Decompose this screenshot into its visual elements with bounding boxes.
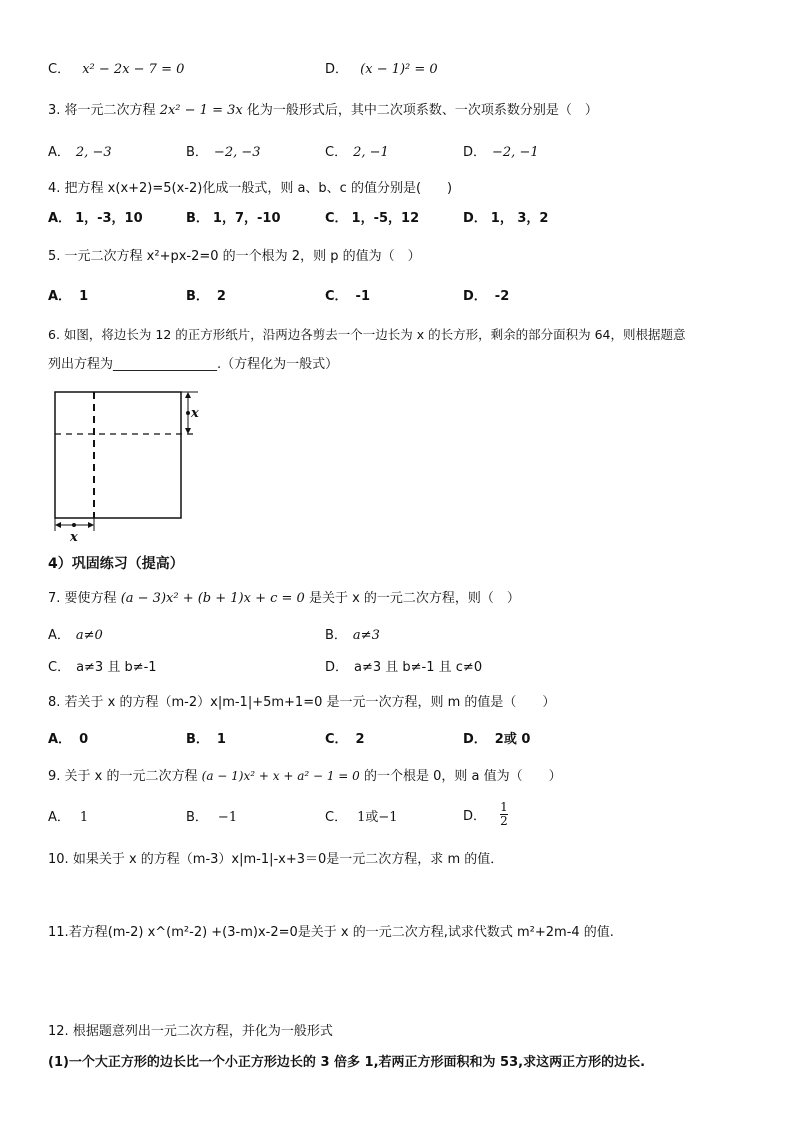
question-6-stem [48, 326, 686, 344]
question-5-stem [48, 248, 421, 266]
q4-option-d[interactable]: D． 1， 3，2 [463, 211, 549, 226]
q2-option-c[interactable] [48, 61, 184, 79]
answer-blank[interactable]: ________________ [113, 357, 218, 372]
question-7-stem [48, 590, 520, 608]
stem-text: .（方程化为一般式） [217, 357, 339, 372]
question-3-stem [48, 102, 598, 120]
question-10-stem [48, 851, 503, 869]
q5-option-a[interactable]: A． 1 [48, 289, 89, 304]
q8-option-d[interactable]: D． 2或 0 [463, 732, 531, 747]
question-4-stem [48, 180, 452, 198]
equation: (a − 3)x² + (b + 1)x + c = 0 [120, 591, 305, 606]
stem-text: 若关于 x 的方程（m-2）x|m-1|+5m+1=0 是一元一次方程，则 m 的值是（ ） [64, 695, 556, 710]
section-title: 4）巩固练习（提高） [48, 556, 184, 572]
stem-text: 列出方程为 [48, 357, 114, 372]
option-label: D． [325, 62, 349, 77]
q4-option-a[interactable]: A． 1，-3，10 [48, 211, 143, 226]
question-number: 7. [48, 591, 61, 606]
square-outline [55, 392, 181, 518]
stem-text: 若方程(m-2) x^(m²-2) +(3-m)x-2=0是关于 x 的一元二次方程,试求代数式 m²+2m-4 的值. [68, 925, 614, 940]
question-number: 10. [48, 852, 69, 867]
question-number: 8. [48, 695, 61, 710]
q9-option-b[interactable]: B． −1 [186, 810, 238, 825]
fraction-one-half: $\frac{1}{2}$ [500, 800, 508, 828]
question-number: 6. [48, 327, 60, 342]
equation: (a − 1)x² + x + a² − 1 = 0 [201, 769, 360, 783]
q3-option-b[interactable]: B． −2, −3 [186, 145, 261, 160]
question-number: 9. [48, 769, 61, 784]
q5-option-d[interactable]: D． -2 [463, 289, 510, 304]
question-number: 4. [48, 181, 61, 196]
q7-option-d[interactable]: D． a≠3 且 b≠-1 且 c≠0 [325, 660, 483, 675]
stem-text: 化为一般形式后，其中二次项系数、一次项系数分别是（ ） [246, 103, 598, 118]
question-number: 12. [48, 1024, 69, 1039]
stem-text: 要使方程 [64, 591, 117, 606]
q4-option-b[interactable]: B． 1，7，-10 [186, 211, 281, 226]
question-9-stem [48, 767, 562, 786]
q2-option-d[interactable] [325, 61, 438, 79]
option-text: (x − 1)² = 0 [360, 62, 438, 77]
q8-option-a[interactable]: A． 0 [48, 732, 89, 747]
question-number: 11. [48, 925, 69, 940]
q3-option-c[interactable]: C． 2, −1 [325, 145, 389, 160]
dimension-label-bottom: x [70, 530, 78, 545]
dimension-label-right: x [191, 406, 199, 421]
stem-text: 将一元二次方程 [64, 103, 156, 118]
q8-option-c[interactable]: C． 2 [325, 732, 365, 747]
stem-text: 把方程 x(x+2)=5(x-2)化成一般式，则 a、b、c 的值分别是( ) [64, 181, 453, 196]
stem-text: 如果关于 x 的方程（m-3）x|m-1|-x+3＝0是一元二次方程，求 m 的值． [72, 852, 504, 867]
q5-option-c[interactable]: C． -1 [325, 289, 370, 304]
question-number: 5. [48, 249, 61, 264]
q3-option-d[interactable]: D． −2, −1 [463, 145, 539, 160]
stem-text: 是关于 x 的一元二次方程，则（ ） [308, 591, 520, 606]
q7-option-a[interactable]: A． a≠0 [48, 628, 103, 643]
equation: 2x² − 1 = 3x [159, 103, 243, 118]
q8-option-b[interactable]: B． 1 [186, 732, 226, 747]
question-12-subquestion-1: (1)一个大正方形的边长比一个小正方形边长的 3 倍多 1,若两正方形面积和为 53,求这两正方形的边长. [48, 1055, 646, 1070]
q7-option-b[interactable]: B． a≠3 [325, 628, 380, 643]
question-12-stem [48, 1023, 333, 1041]
q5-option-b[interactable]: B． 2 [186, 289, 226, 304]
stem-text: 的一个根是 0，则 a 值为（ ） [363, 769, 562, 784]
option-text: x² − 2x − 7 = 0 [82, 62, 185, 77]
q4-option-c[interactable]: C． 1，-5，12 [325, 211, 420, 226]
stem-text: 关于 x 的一元二次方程 [64, 769, 198, 784]
square-figure [48, 386, 208, 546]
question-11-stem [48, 924, 614, 942]
question-number: 3. [48, 103, 61, 118]
question-8-stem [48, 694, 555, 712]
q9-option-a[interactable]: A． 1 [48, 810, 89, 825]
stem-text: 根据题意列出一元二次方程，并化为一般形式 [72, 1024, 333, 1039]
question-6-line2 [48, 356, 338, 374]
q9-option-c[interactable]: C． 1或−1 [325, 810, 398, 825]
stem-text: 一元二次方程 x²+px-2=0 的一个根为 2，则 p 的值为（ ） [64, 249, 421, 264]
option-label: C． [48, 62, 71, 77]
stem-text: 如图，将边长为 12 的正方形纸片，沿两边各剪去一个一边长为 x 的长方形，剩余的部分面积为 64，则根据题意 [63, 327, 686, 342]
q9-option-d[interactable]: D． $\frac{1}{2}$ [463, 800, 508, 828]
q7-option-c[interactable]: C． a≠3 且 b≠-1 [48, 660, 157, 675]
q3-option-a[interactable]: A． 2, −3 [48, 145, 112, 160]
